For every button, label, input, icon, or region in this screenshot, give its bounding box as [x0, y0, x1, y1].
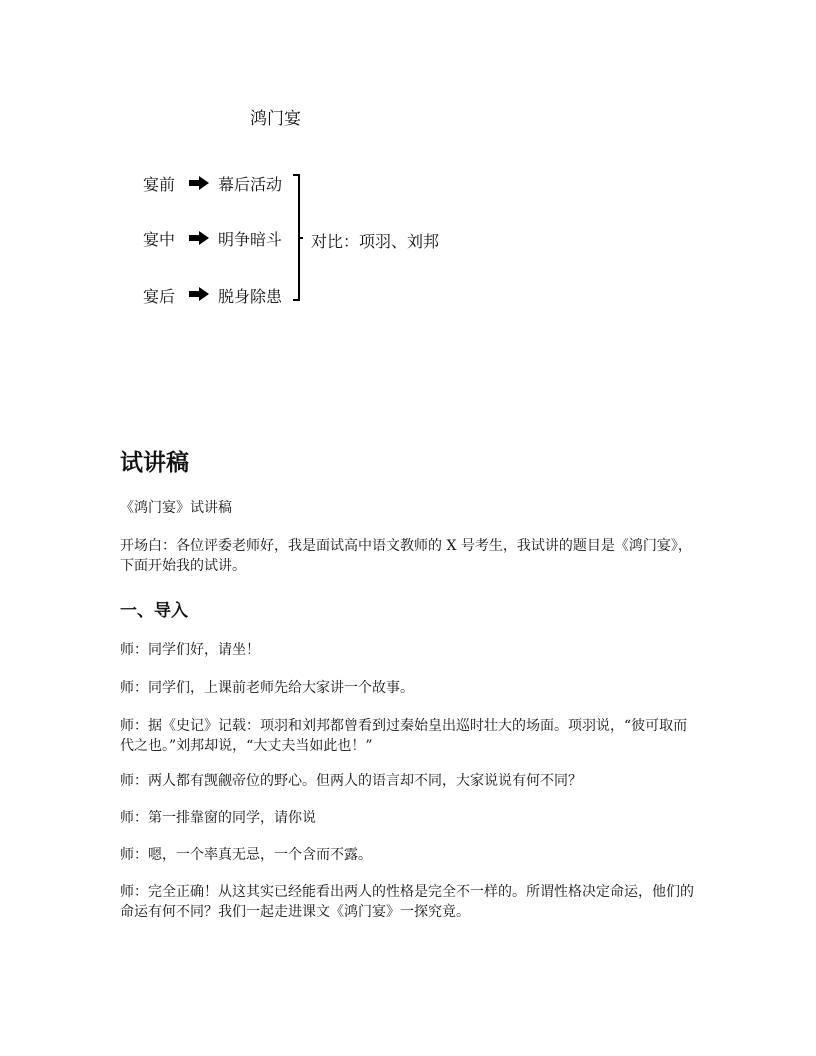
arrow-right-icon: [189, 176, 209, 190]
stage-after-label: 宴后: [143, 287, 176, 306]
arrow-right-icon: [189, 287, 209, 301]
stage-during-label: 宴中: [143, 230, 176, 249]
dialogue-paragraph: 师：同学们好，请坐！: [120, 642, 260, 658]
dialogue-paragraph: 师：嗯，一个率真无忌，一个含而不露。: [120, 847, 372, 863]
dialogue-paragraph: 师：第一排靠窗的同学，请你说: [120, 810, 316, 826]
dialogue-paragraph: 师：两人都有觊觎帝位的野心。但两人的语言却不同，大家说说有何不同？: [120, 773, 582, 789]
section-heading-intro: 一、导入: [120, 601, 188, 621]
page-heading: 试讲稿: [120, 450, 189, 476]
opening-paragraph: 开场白：各位评委老师好，我是面试高中语文教师的 X 号考生，我试讲的题目是《鸿门宴》，下面开始我的试讲。: [120, 538, 692, 574]
stage-before-description: 幕后活动: [218, 175, 283, 194]
arrow-right-icon: [189, 231, 209, 245]
stage-before-label: 宴前: [143, 175, 176, 194]
dialogue-paragraph: 师：据《史记》记载：项羽和刘邦都曾看到过秦始皇出巡时壮大的场面。项羽说，“彼可取而代之也。”刘邦却说，“大丈夫当如此也！”: [120, 718, 688, 754]
dialogue-paragraph: 师：完全正确！从这其实已经能看出两人的性格是完全不一样的。所谓性格决定命运，他们的命运有何不同？我们一起走进课文《鸿门宴》一探究竟。: [120, 884, 694, 920]
bracket-brace: [291, 174, 303, 302]
stage-after-description: 脱身除患: [218, 287, 283, 306]
document-subtitle: 《鸿门宴》试讲稿: [120, 500, 232, 516]
stage-during-description: 明争暗斗: [218, 230, 283, 249]
dialogue-paragraph: 师：同学们，上课前老师先给大家讲一个故事。: [120, 680, 414, 696]
contrast-label: 对比：项羽、刘邦: [311, 232, 440, 251]
diagram-title: 鸿门宴: [250, 109, 301, 129]
